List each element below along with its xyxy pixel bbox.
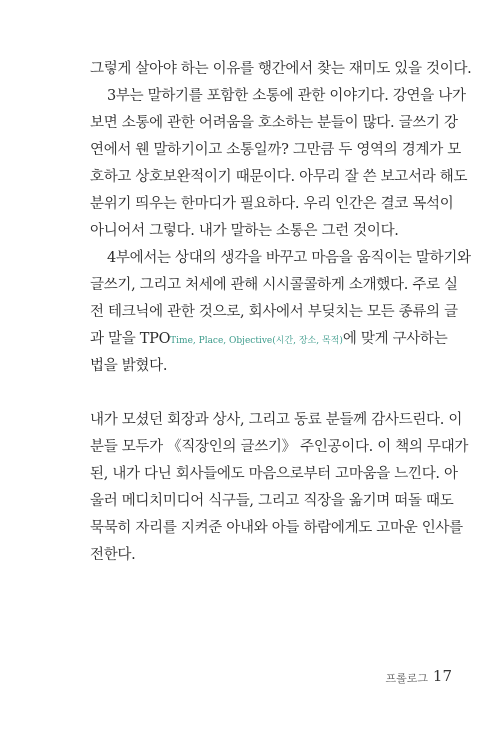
paragraph-line: 전 테크닉에 관한 것으로, 회사에서 부딪치는 모든 종류의 글 [90, 304, 458, 320]
paragraph-line: 묵묵히 자리를 지켜준 아내와 아들 하람에게도 고마운 인사를 [90, 520, 463, 536]
paragraph-line: 그렇게 살아야 하는 이유를 행간에서 찾는 재미도 있을 것이다. [90, 61, 472, 77]
paragraph-line-tpo [90, 328, 452, 350]
tpo-annotation: Time, Place, Objective(시간, 장소, 목적) [170, 336, 343, 346]
paragraph-line: 아니어서 그렇다. 내가 말하는 소통은 그런 것이다. [90, 223, 399, 239]
page-number: 17 [432, 667, 452, 685]
paragraph-line: 3부는 말하기를 포함한 소통에 관한 이야기다. 강연을 나가 [107, 88, 466, 104]
paragraph-text: 과 말을 [90, 331, 136, 347]
paragraph-line: 울러 메디치미디어 식구들, 그리고 직장을 옮기며 떠돌 때도 [90, 493, 454, 509]
tpo-term: TPO [139, 331, 171, 347]
paragraph-line: 글쓰기, 그리고 처세에 관해 시시콜콜하게 소개했다. 주로 실 [90, 277, 458, 293]
paragraph-line: 전한다. [90, 547, 136, 563]
page-footer [0, 667, 500, 687]
paragraph-line: 4부에서는 상대의 생각을 바꾸고 마음을 움직이는 말하기와 [107, 250, 471, 266]
section-title: 프롤로그 [385, 672, 428, 685]
paragraph-line: 연에서 웬 말하기이고 소통일까? 그만큼 두 영역의 경계가 모 [90, 142, 461, 158]
paragraph-line: 보면 소통에 관한 어려움을 호소하는 분들이 많다. 글쓰기 강 [90, 115, 458, 131]
paragraph-text: 에 맞게 구사하는 [342, 331, 448, 347]
paragraph-line: 된, 내가 다닌 회사들에도 마음으로부터 고마움을 느낀다. 아 [90, 466, 458, 482]
paragraph-line: 내가 모셨던 회장과 상사, 그리고 동료 분들께 감사드린다. 이 [90, 412, 463, 428]
paragraph-line: 분위기 띄우는 한마디가 필요하다. 우리 인간은 결코 목석이 [90, 196, 454, 212]
paragraph-line: 법을 밝혔다. [90, 358, 168, 374]
paragraph-line: 호하고 상호보완적이기 때문이다. 아무리 잘 쓴 보고서라 해도 [90, 169, 468, 185]
paragraph-line: 분들 모두가 《직장인의 글쓰기》 주인공이다. 이 책의 무대가 [90, 439, 469, 455]
